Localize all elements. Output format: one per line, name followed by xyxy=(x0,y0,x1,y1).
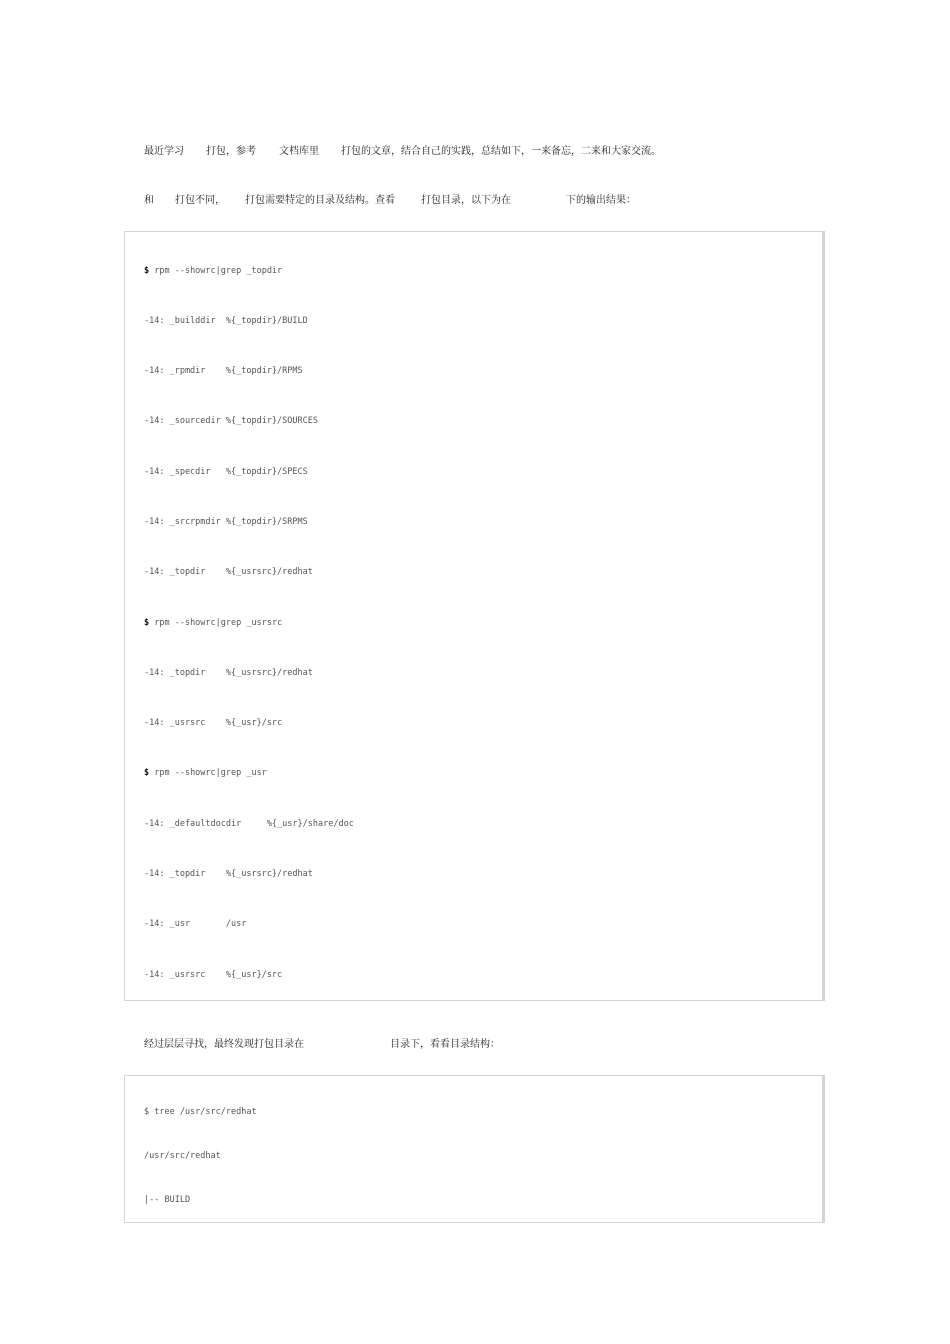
code-line: -14: _specdir %{_topdir}/SPECS xyxy=(144,467,308,477)
code-line: -14: _rpmdir %{_topdir}/RPMS xyxy=(144,366,303,376)
code-line: -14: _usrsrc %{_usr}/src xyxy=(144,718,283,728)
code-line: -14: _usr /usr xyxy=(144,919,247,929)
intro-paragraph-3 xyxy=(144,1038,500,1080)
p1-segment: 打包的文章，结合自己的实践，总结如下，一来备忘，二来和大家交流。 xyxy=(341,146,661,157)
code-line: -14: _topdir %{_usrsrc}/redhat xyxy=(144,668,313,678)
p3-segment: 经过层层寻找，最终发现打包目录在 xyxy=(144,1039,304,1050)
p2-segment: 打包目录，以下为在 xyxy=(421,195,511,206)
code-line: -14: _srcrpmdir %{_topdir}/SRPMS xyxy=(144,517,308,527)
p1-segment: 文档库里 xyxy=(279,146,319,157)
p1-segment: 最近学习 xyxy=(144,146,184,157)
code-block-tree xyxy=(124,1075,825,1223)
code-line: /usr/src/redhat xyxy=(144,1151,221,1161)
code-line: $ rpm --showrc|grep _usrsrc xyxy=(144,618,283,628)
p2-segment: 打包不同， xyxy=(175,195,225,206)
code-line: -14: _sourcedir %{_topdir}/SOURCES xyxy=(144,416,318,426)
code-line: -14: _defaultdocdir %{_usr}/share/doc xyxy=(144,819,354,829)
code-block-rpm-showrc xyxy=(124,231,825,1001)
p2-segment: 和 xyxy=(144,195,154,206)
code-line: -14: _builddir %{_topdir}/BUILD xyxy=(144,316,308,326)
code-line: -14: _topdir %{_usrsrc}/redhat xyxy=(144,567,313,577)
code-line: -14: _usrsrc %{_usr}/src xyxy=(144,970,283,980)
code-line: $ rpm --showrc|grep _topdir xyxy=(144,266,283,276)
code-line: -14: _topdir %{_usrsrc}/redhat xyxy=(144,869,313,879)
p3-segment: 目录下，看看目录结构： xyxy=(390,1039,500,1050)
code-line: $ rpm --showrc|grep _usr xyxy=(144,768,267,778)
p2-segment: 下的输出结果： xyxy=(566,195,636,206)
code-line: |-- BUILD xyxy=(144,1195,191,1205)
p1-segment: 打包，参考 xyxy=(206,146,256,157)
p2-segment: 打包需要特定的目录及结构。查看 xyxy=(245,195,395,206)
code-line: $ tree /usr/src/redhat xyxy=(144,1107,257,1117)
